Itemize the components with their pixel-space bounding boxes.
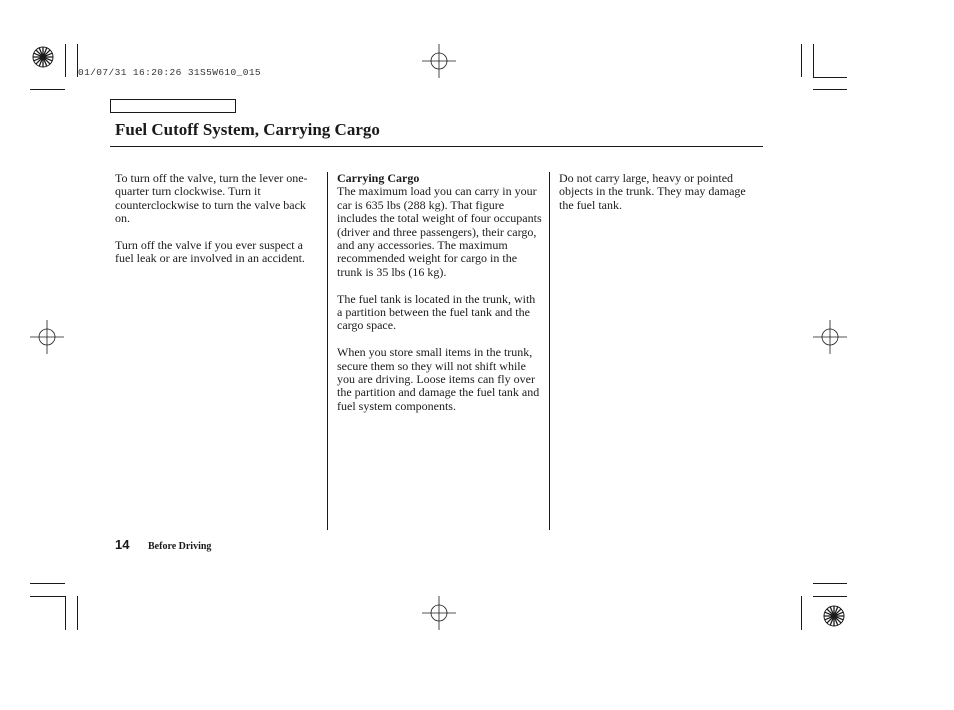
crop-mark bbox=[30, 596, 65, 597]
crop-mark bbox=[801, 44, 802, 77]
crop-mark bbox=[813, 44, 814, 77]
paragraph: The fuel tank is located in the trunk, with a partition between the fuel tank and the cargo space. bbox=[337, 291, 536, 333]
section-tab-box bbox=[110, 99, 236, 113]
registration-mark-icon bbox=[32, 46, 54, 68]
crop-mark bbox=[813, 596, 847, 597]
column-1 bbox=[115, 172, 323, 279]
column-divider bbox=[327, 172, 328, 530]
crop-mark bbox=[30, 583, 65, 584]
paragraph: When you store small items in the trunk, secure them so they will not shift while you are driving. Loose items can fly over the partition and damage the fuel tank and fuel system components. bbox=[337, 345, 540, 413]
paragraph: Turn off the valve if you ever suspect a fuel leak or are involved in an accident. bbox=[115, 238, 305, 266]
print-stamp: 01/07/31 16:20:26 31S5W610_015 bbox=[78, 67, 262, 78]
crosshair-icon bbox=[422, 596, 456, 630]
title-rule bbox=[110, 146, 763, 147]
crop-mark bbox=[813, 583, 847, 584]
section-name: Before Driving bbox=[148, 541, 212, 552]
crop-mark bbox=[813, 77, 847, 78]
registration-mark-icon bbox=[823, 605, 845, 627]
crop-mark bbox=[65, 596, 66, 630]
crop-mark bbox=[30, 89, 65, 90]
crop-mark bbox=[77, 596, 78, 630]
crosshair-icon bbox=[422, 44, 456, 78]
column-3 bbox=[559, 172, 763, 226]
column-2 bbox=[337, 172, 543, 427]
crop-mark bbox=[801, 596, 802, 630]
column-divider bbox=[549, 172, 550, 530]
crop-mark bbox=[813, 89, 847, 90]
paragraph: Do not carry large, heavy or pointed objects in the trunk. They may damage the fuel tank. bbox=[559, 171, 746, 212]
crosshair-icon bbox=[30, 320, 64, 354]
crosshair-icon bbox=[813, 320, 847, 354]
crop-mark bbox=[65, 44, 66, 77]
paragraph: The maximum load you can carry in your car is 635 lbs (288 kg). That figure includes the total weight of four occupants (driver and three passengers), their cargo, and any accessories. The maximum recommended weight for cargo in the trunk is 35 lbs (16 kg). bbox=[337, 184, 542, 279]
page-number: 14 bbox=[115, 537, 130, 552]
paragraph: To turn off the valve, turn the lever one-quarter turn clockwise. Turn it counterclockwise to turn the valve back on. bbox=[115, 171, 308, 226]
section-heading: Carrying Cargo bbox=[337, 171, 420, 185]
page-title: Fuel Cutoff System, Carrying Cargo bbox=[115, 120, 380, 139]
